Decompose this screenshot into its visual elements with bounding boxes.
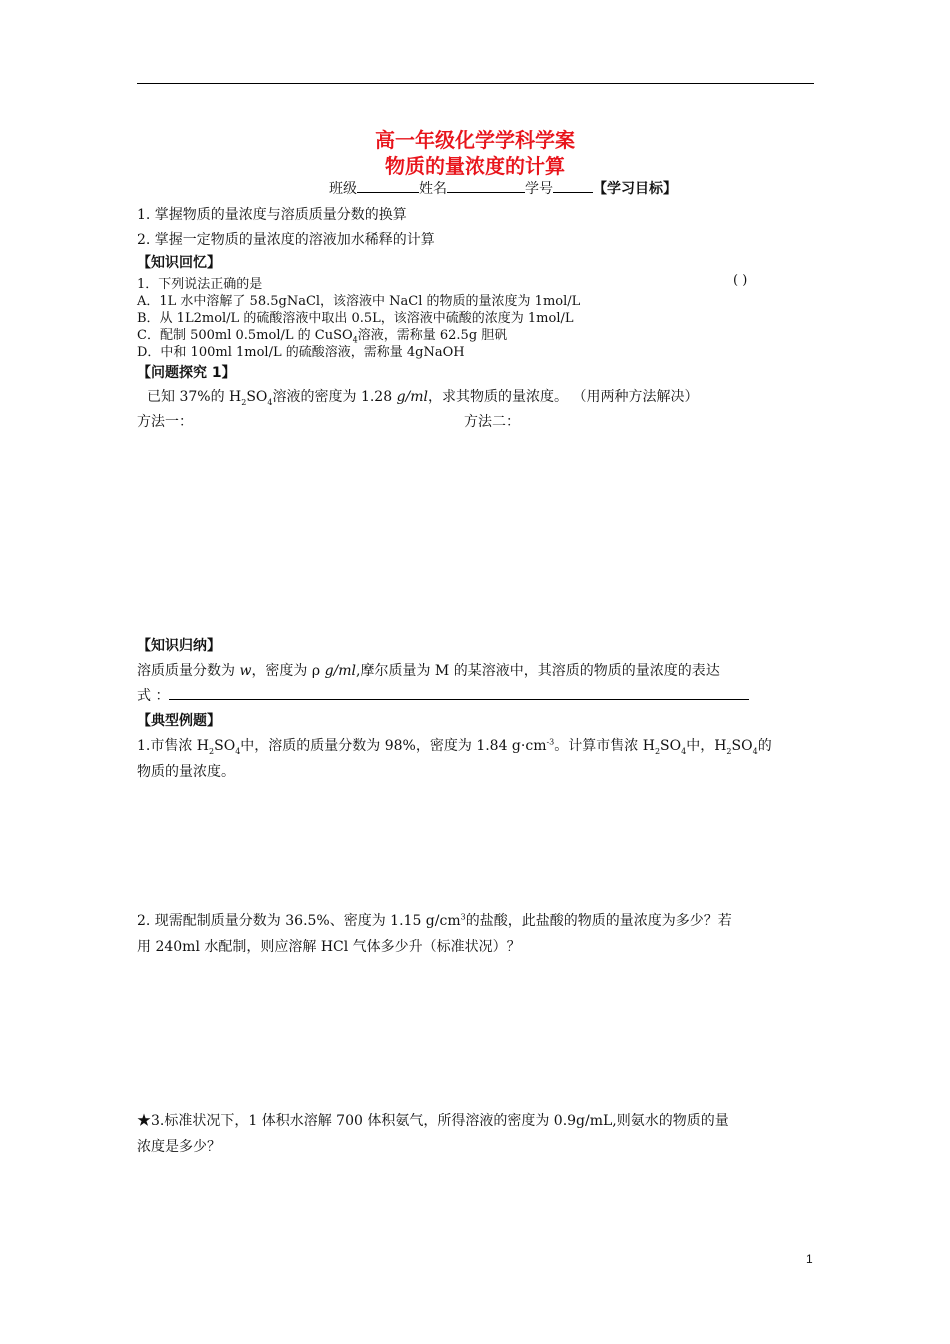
example-1-line-2: 物质的量浓度。: [137, 764, 235, 780]
id-blank[interactable]: [553, 178, 593, 193]
page-number: 1: [806, 1252, 813, 1266]
name-blank[interactable]: [447, 178, 525, 193]
goal-item: 2. 掌握一定物质的量浓度的溶液加水稀释的计算: [137, 232, 435, 248]
example-2-line-2: 用 240ml 水配制，则应溶解 HCl 气体多少升（标准状况）？: [137, 939, 521, 955]
name-label: 姓名: [419, 181, 447, 197]
class-blank[interactable]: [357, 178, 419, 193]
review-question: 1．下列说法正确的是: [137, 277, 263, 292]
goals-heading: 【学习目标】: [593, 181, 677, 197]
review-heading: 【知识回忆】: [137, 255, 221, 271]
option-d: D．中和 100ml 1mol/L 的硫酸溶液，需称量 4gNaOH: [137, 345, 465, 360]
example-3-line-2: 浓度是多少？: [137, 1139, 221, 1155]
example-3-line-1: ★3.标准状况下，1 体积水溶解 700 体积氨气，所得溶液的密度为 0.9g/mL,则氨水的物质的量: [137, 1113, 729, 1129]
example-1-line-1: 1.市售浓 $H_2SO_4$中，溶质的质量分数为 98%，密度为 1.84 $g\cdot cm^{-3}$。计算市售浓 $H_2SO_4$中，$H_2SO_4$的: [137, 737, 772, 756]
option-a: A．1L 水中溶解了 58.5gNaCl，该溶液中 NaCl 的物质的量浓度为 1mol/L: [137, 294, 581, 309]
inquiry-text: 已知 37%的 $H_2SO_4$溶液的密度为 1.28 g/ml，求其物质的量浓度。 （用两种方法解决）: [147, 389, 699, 407]
option-c: C．配制 500ml 0.5mol/L 的 CuSO$_4$溶液，需称量 62.5g 胆矾: [137, 328, 508, 345]
page-subtitle: 物质的量浓度的计算: [385, 154, 565, 178]
method-one-label: 方法一：: [137, 414, 193, 430]
class-label: 班级: [329, 181, 357, 197]
summary-heading: 【知识归纳】: [137, 638, 221, 654]
summary-line: 溶质质量分数为 w，密度为 ρ g/ml,摩尔质量为 M 的某溶液中，其溶质的物质的量浓度的表达: [137, 663, 720, 679]
summary-formula-line: 式 ：: [137, 685, 749, 705]
goal-item: 1. 掌握物质的量浓度与溶质质量分数的换算: [137, 207, 407, 223]
student-info-line: [329, 178, 677, 198]
header-rule: [137, 83, 814, 84]
answer-bracket[interactable]: ( ): [733, 273, 748, 288]
example-2-line-1: 2. 现需配制质量分数为 36.5%、密度为 1.15 $g/cm^3$的盐酸，此盐酸的物质的量浓度为多少？若: [137, 912, 732, 929]
formula-blank[interactable]: [169, 685, 749, 700]
id-label: 学号: [525, 181, 553, 197]
inquiry-heading: 【问题探究 1】: [137, 365, 236, 381]
method-two-label: 方法二：: [464, 414, 520, 430]
examples-heading: 【典型例题】: [137, 713, 221, 729]
page-title: 高一年级化学学科学案: [375, 128, 575, 152]
option-b: B．从 1L2mol/L 的硫酸溶液中取出 0.5L，该溶液中硫酸的浓度为 1mol/L: [137, 311, 574, 326]
